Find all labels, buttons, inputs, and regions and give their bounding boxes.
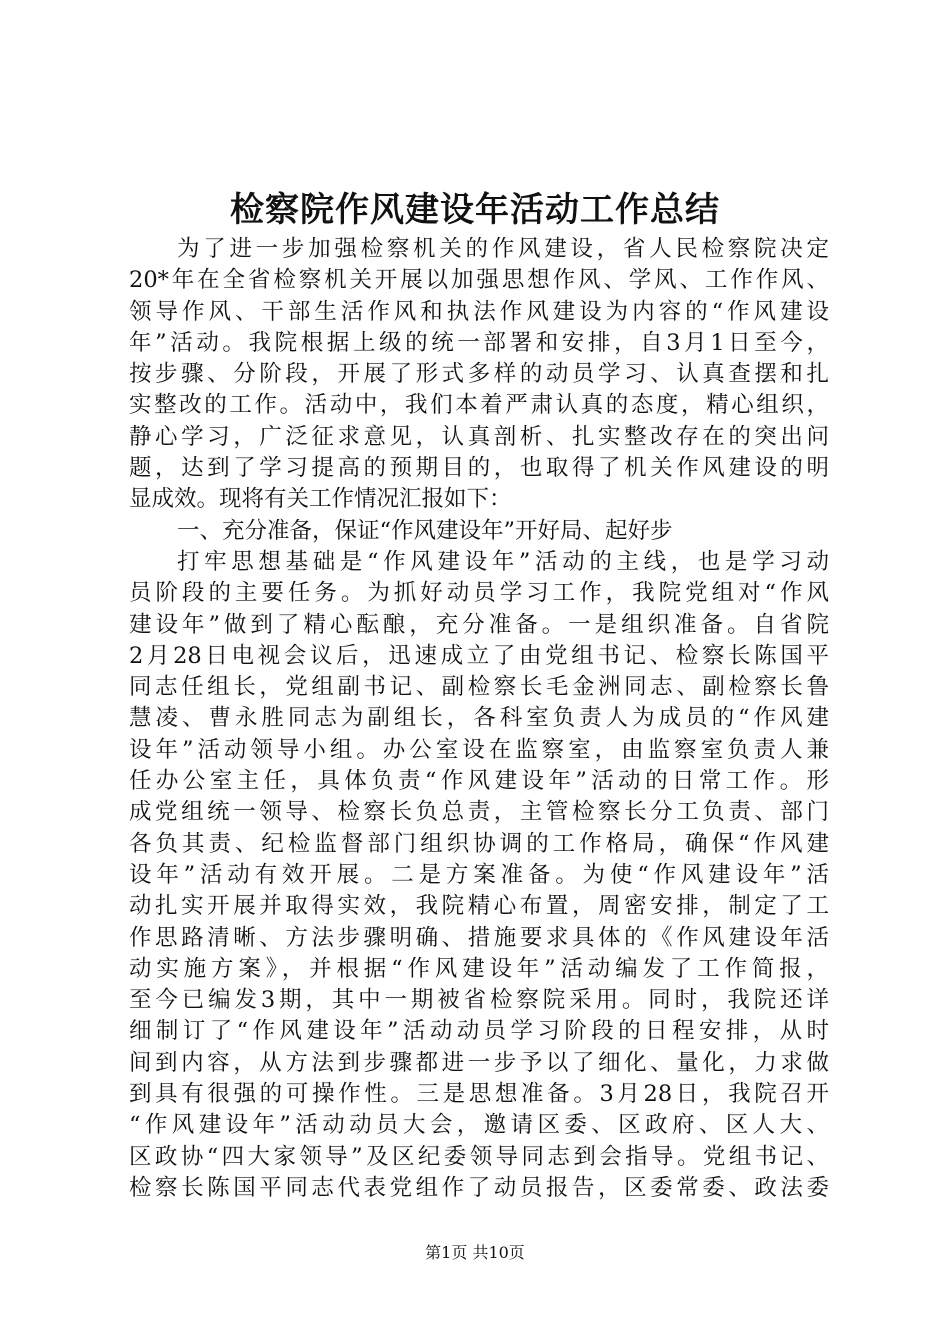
paragraph-line: 题，达到了学习提高的预期目的，也取得了机关作风建设的明: [129, 455, 829, 482]
paragraph-line: 设年”活动领导小组。办公室设在监察室，由监察室负责人兼: [129, 736, 829, 763]
paragraph-line: 员阶段的主要任务。为抓好动员学习工作，我院党组对“作风: [129, 580, 829, 607]
paragraph-line: “作风建设年”活动动员大会，邀请区委、区政府、区人大、: [129, 1112, 829, 1139]
paragraph-line: 打牢思想基础是“作风建设年”活动的主线，也是学习动: [177, 548, 829, 575]
paragraph-line: 年”活动。我院根据上级的统一部署和安排，自3月1日至今，: [129, 329, 829, 356]
paragraph-line: 按步骤、分阶段，开展了形式多样的动员学习、认真查摆和扎: [129, 361, 829, 388]
paragraph-line: 区政协“四大家领导”及区纪委领导同志到会指导。党组书记、: [129, 1143, 829, 1170]
paragraph-line: 为了进一步加强检察机关的作风建设，省人民检察院决定: [177, 236, 829, 262]
paragraph-line: 至今已编发3期，其中一期被省检察院采用。同时，我院还详: [129, 987, 829, 1014]
paragraph-line: 细制订了“作风建设年”活动动员学习阶段的日程安排，从时: [129, 1018, 829, 1045]
paragraph-line: 检察长陈国平同志代表党组作了动员报告，区委常委、政法委: [129, 1174, 829, 1201]
paragraph-line: 间到内容，从方法到步骤都进一步予以了细化、量化，力求做: [129, 1049, 829, 1076]
paragraph-line: 显成效。现将有关工作情况汇报如下：: [129, 486, 512, 513]
paragraph-line: 静心学习，广泛征求意见，认真剖析、扎实整改存在的突出问: [129, 423, 829, 450]
paragraph-line: 2月28日电视会议后，迅速成立了由党组书记、检察长陈国平: [129, 642, 829, 669]
section-heading: 一、充分准备，保证“作风建设年”开好局、起好步: [177, 517, 673, 544]
paragraph-line: 任办公室主任，具体负责“作风建设年”活动的日常工作。形: [129, 768, 829, 795]
paragraph-line: 同志任组长，党组副书记、副检察长毛金洲同志、副检察长鲁: [129, 674, 829, 701]
paragraph-line: 慧凌、曹永胜同志为副组长，各科室负责人为成员的“作风建: [129, 705, 829, 732]
paragraph-line: 领导作风、干部生活作风和执法作风建设为内容的“作风建设: [129, 298, 829, 325]
paragraph-line: 建设年”做到了精心酝酿，充分准备。一是组织准备。自省院: [129, 611, 829, 638]
paragraph-line: 各负其责、纪检监督部门组织协调的工作格局，确保“作风建: [129, 830, 829, 857]
paragraph-line: 实整改的工作。活动中，我们本着严肃认真的态度，精心组织，: [129, 392, 829, 419]
paragraph-line: 动实施方案》，并根据“作风建设年”活动编发了工作简报，: [129, 955, 829, 982]
paragraph-line: 设年”活动有效开展。二是方案准备。为使“作风建设年”活: [129, 861, 829, 888]
paragraph-line: 成党组统一领导、检察长负总责，主管检察长分工负责、部门: [129, 799, 829, 826]
page-number-footer: 第1页 共10页: [425, 1243, 525, 1262]
paragraph-line: 到具有很强的可操作性。三是思想准备。3月28日，我院召开: [129, 1081, 829, 1108]
paragraph-line: 20*年在全省检察机关开展以加强思想作风、学风、工作作风、: [129, 267, 829, 294]
paragraph-line: 动扎实开展并取得实效，我院精心布置，周密安排，制定了工: [129, 893, 829, 920]
paragraph-line: 作思路清晰、方法步骤明确、措施要求具体的《作风建设年活: [129, 924, 829, 951]
document-title: 检察院作风建设年活动工作总结: [230, 190, 720, 230]
document-body: [129, 234, 829, 1204]
